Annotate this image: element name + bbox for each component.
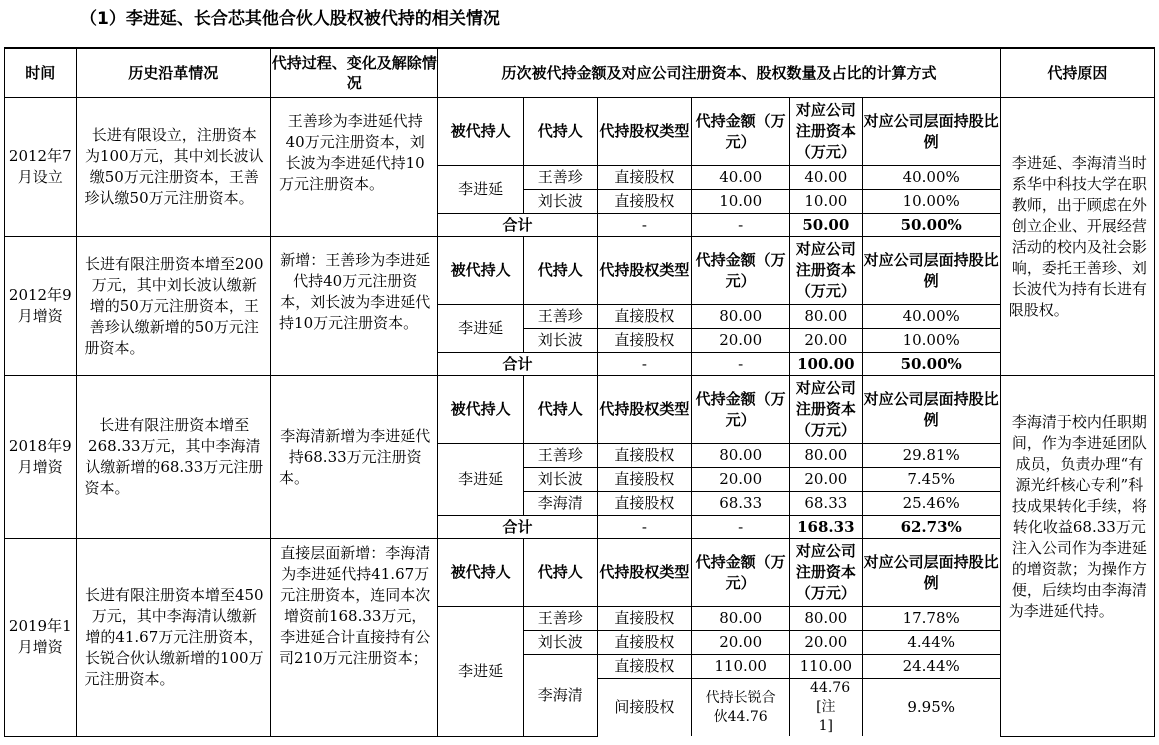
capital-cell: 20.00 <box>790 631 863 655</box>
subheader-type: 代持股权类型 <box>597 539 692 607</box>
header-reason: 代持原因 <box>1000 48 1154 98</box>
history-cell: 长进有限设立，注册资本为100万元，其中刘长波认缴50万元注册资本，王善珍认缴50万元注册资本。 <box>76 98 271 237</box>
subheader-ratio: 对应公司层面持股比例 <box>862 237 1000 305</box>
ratio-cell: 17.78% <box>862 607 1000 631</box>
amount-cell: 110.00 <box>692 655 790 679</box>
ratio-cell: 40.00% <box>862 166 1000 190</box>
capital-cell: 80.00 <box>790 607 863 631</box>
time-cell: 2018年9月增资 <box>5 376 77 539</box>
type-cell: 直接股权 <box>597 190 692 214</box>
reason-cell: 李海清于校内任职期间，作为李进延团队成员，负责办理“有源光纤核心专利”科技成果转化手续，将转化收益68.33万元注入公司作为李进延的增资款；为操作方便，后续均由李海清为李进延代持。 <box>1000 376 1154 737</box>
history-cell: 长进有限注册资本增至450万元，其中李海清认缴新增的41.67万元注册资本，长锐合伙认缴新增的100万元注册资本。 <box>76 539 271 737</box>
reason-cell: 李进延、李海清当时系华中科技大学在职教师，出于顾虑在外创立企业、开展经营活动的校内及社会影响，委托王善珍、刘长波代为持有长进有限股权。 <box>1000 98 1154 376</box>
subheader-row <box>5 98 1155 166</box>
amount-cell: 80.00 <box>692 305 790 329</box>
capital-cell: 80.00 <box>790 444 863 468</box>
holder-cell: 李进延 <box>438 444 524 516</box>
sum-type: - <box>597 516 692 539</box>
type-cell: 直接股权 <box>597 631 692 655</box>
subheader-amount: 代持金额（万元） <box>692 98 790 166</box>
process-cell: 直接层面新增：李海清为李进延代持41.67万元注册资本，连同本次增资前168.33万元，李进延合计直接持有公司210万元注册资本； <box>271 539 438 737</box>
type-cell: 直接股权 <box>597 166 692 190</box>
amount-cell: 80.00 <box>692 607 790 631</box>
amount-cell: 10.00 <box>692 190 790 214</box>
sum-amount: - <box>692 353 790 376</box>
capital-cell: 68.33 <box>790 492 863 516</box>
agent-cell: 刘长波 <box>524 631 598 655</box>
amount-cell: 20.00 <box>692 329 790 353</box>
amount-cell: 40.00 <box>692 166 790 190</box>
holder-cell: 李进延 <box>438 305 524 353</box>
header-time: 时间 <box>5 48 77 98</box>
subheader-agent: 代持人 <box>524 539 598 607</box>
agent-cell: 王善珍 <box>524 444 598 468</box>
type-cell: 直接股权 <box>597 655 692 679</box>
type-cell: 直接股权 <box>597 329 692 353</box>
agent-cell: 王善珍 <box>524 607 598 631</box>
agent-cell: 刘长波 <box>524 329 598 353</box>
sum-label: 合计 <box>438 353 597 376</box>
ratio-cell: 25.46% <box>862 492 1000 516</box>
sum-capital: 50.00 <box>790 214 863 237</box>
sum-capital: 168.33 <box>790 516 863 539</box>
amount-cell: 20.00 <box>692 631 790 655</box>
capital-cell: 20.00 <box>790 329 863 353</box>
type-cell: 直接股权 <box>597 492 692 516</box>
sum-type: - <box>597 214 692 237</box>
capital-cell: 110.00 <box>790 655 863 679</box>
header-history: 历史沿革情况 <box>76 48 271 98</box>
subheader-ratio: 对应公司层面持股比例 <box>862 98 1000 166</box>
subheader-row <box>5 237 1155 305</box>
header-calc: 历次被代持金额及对应公司注册资本、股权数量及占比的计算方式 <box>438 48 1000 98</box>
subheader-row <box>5 539 1155 607</box>
ratio-cell: 29.81% <box>862 444 1000 468</box>
sum-ratio: 50.00% <box>862 353 1000 376</box>
subheader-capital: 对应公司注册资本（万元） <box>790 237 863 305</box>
time-cell: 2012年7月设立 <box>5 98 77 237</box>
amount-cell: 20.00 <box>692 468 790 492</box>
amount-cell: 代持长锐合伙44.76 <box>692 679 790 737</box>
subheader-capital: 对应公司注册资本（万元） <box>790 98 863 166</box>
process-cell: 李海清新增为李进延代持68.33万元注册资本。 <box>271 376 438 539</box>
type-cell: 直接股权 <box>597 607 692 631</box>
holder-cell: 李进延 <box>438 166 524 214</box>
subheader-capital: 对应公司注册资本（万元） <box>790 539 863 607</box>
ratio-cell: 24.44% <box>862 655 1000 679</box>
subheader-row <box>5 376 1155 444</box>
ratio-cell: 4.44% <box>862 631 1000 655</box>
subheader-type: 代持股权类型 <box>597 98 692 166</box>
ratio-cell: 10.00% <box>862 329 1000 353</box>
capital-cell: 40.00 <box>790 166 863 190</box>
agent-cell: 刘长波 <box>524 190 598 214</box>
sum-label: 合计 <box>438 214 597 237</box>
history-cell: 长进有限注册资本增至268.33万元，其中李海清认缴新增的68.33万元注册资本。 <box>76 376 271 539</box>
capital-cell: 10.00 <box>790 190 863 214</box>
amount-cell: 68.33 <box>692 492 790 516</box>
capital-cell: 44.76 [注1] <box>790 679 863 737</box>
subheader-amount: 代持金额（万元） <box>692 539 790 607</box>
sum-label: 合计 <box>438 516 597 539</box>
header-process: 代持过程、变化及解除情况 <box>271 48 438 98</box>
section-title: （1）李进延、长合芯其他合伙人股权被代持的相关情况 <box>80 9 500 29</box>
process-cell: 王善珍为李进延代持40万元注册资本，刘长波为李进延代持10万元注册资本。 <box>271 98 438 237</box>
time-cell: 2019年1月增资 <box>5 539 77 737</box>
header-row <box>5 48 1155 98</box>
shareholding-proxy-table <box>4 47 1155 737</box>
subheader-holder: 被代持人 <box>438 539 524 607</box>
amount-cell: 80.00 <box>692 444 790 468</box>
type-cell: 直接股权 <box>597 305 692 329</box>
subheader-agent: 代持人 <box>524 98 598 166</box>
sum-capital: 100.00 <box>790 353 863 376</box>
holder-cell: 李进延 <box>438 607 524 737</box>
subheader-ratio: 对应公司层面持股比例 <box>862 376 1000 444</box>
time-cell: 2012年9月增资 <box>5 237 77 376</box>
subheader-capital: 对应公司注册资本（万元） <box>790 376 863 444</box>
subheader-type: 代持股权类型 <box>597 237 692 305</box>
subheader-amount: 代持金额（万元） <box>692 376 790 444</box>
agent-cell: 王善珍 <box>524 166 598 190</box>
subheader-ratio: 对应公司层面持股比例 <box>862 539 1000 607</box>
sum-ratio: 62.73% <box>862 516 1000 539</box>
history-cell: 长进有限注册资本增至200万元，其中刘长波认缴新增的50万元注册资本，王善珍认缴新增的50万元注册资本。 <box>76 237 271 376</box>
ratio-cell: 9.95% <box>862 679 1000 737</box>
agent-cell: 刘长波 <box>524 468 598 492</box>
subheader-holder: 被代持人 <box>438 376 524 444</box>
subheader-type: 代持股权类型 <box>597 376 692 444</box>
type-cell: 直接股权 <box>597 468 692 492</box>
sum-type: - <box>597 353 692 376</box>
sum-amount: - <box>692 214 790 237</box>
ratio-cell: 10.00% <box>862 190 1000 214</box>
subheader-agent: 代持人 <box>524 237 598 305</box>
capital-cell: 20.00 <box>790 468 863 492</box>
agent-cell: 王善珍 <box>524 305 598 329</box>
subheader-agent: 代持人 <box>524 376 598 444</box>
sum-ratio: 50.00% <box>862 214 1000 237</box>
type-cell: 直接股权 <box>597 444 692 468</box>
subheader-holder: 被代持人 <box>438 237 524 305</box>
ratio-cell: 7.45% <box>862 468 1000 492</box>
agent-cell: 李海清 <box>524 492 598 516</box>
subheader-amount: 代持金额（万元） <box>692 237 790 305</box>
subheader-holder: 被代持人 <box>438 98 524 166</box>
sum-amount: - <box>692 516 790 539</box>
ratio-cell: 40.00% <box>862 305 1000 329</box>
agent-cell: 李海清 <box>524 655 598 737</box>
capital-cell: 80.00 <box>790 305 863 329</box>
process-cell: 新增：王善珍为李进延代持40万元注册资本，刘长波为李进延代持10万元注册资本。 <box>271 237 438 376</box>
type-cell: 间接股权 <box>597 679 692 737</box>
